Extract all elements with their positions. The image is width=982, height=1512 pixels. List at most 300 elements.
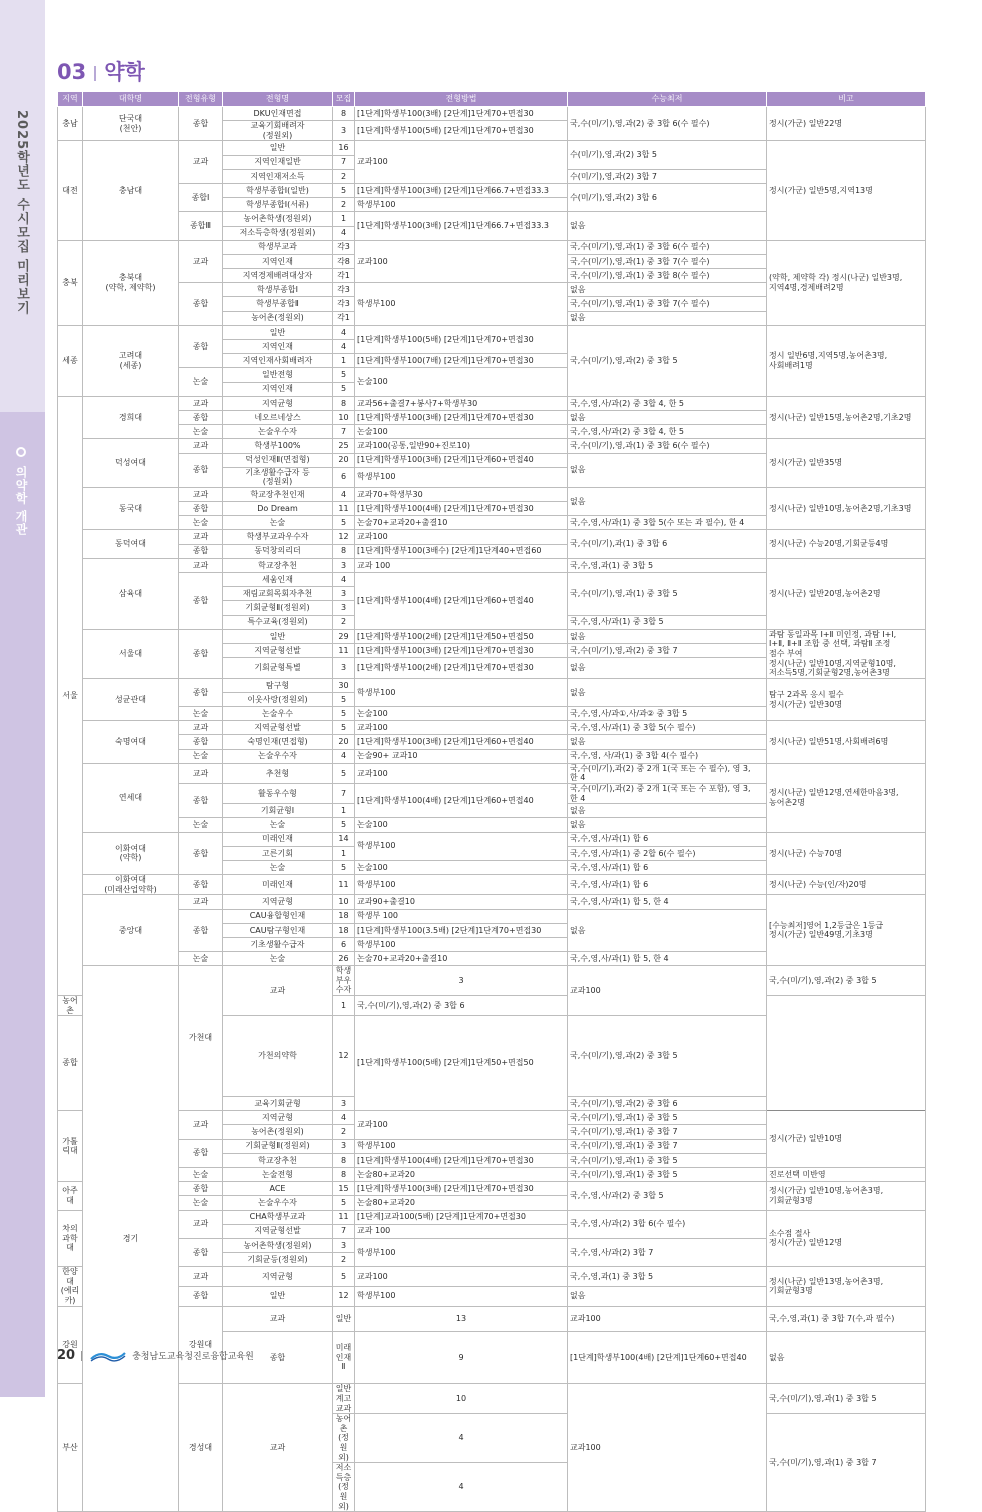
table-cell: 부산	[58, 1384, 83, 1512]
heading-divider	[94, 66, 96, 81]
table-cell: 정시(나군) 일반51명,사회배려6명	[767, 721, 926, 764]
table-cell: 국,수(미/기),영,과(2) 중 3합 6(수 필수)	[568, 107, 767, 141]
table-cell: 충남대	[83, 141, 179, 240]
table-cell: 한양대 (에리카)	[58, 1267, 83, 1306]
table-cell: 가천의약학	[223, 1016, 333, 1097]
table-cell: 국,수,영,사/과(2) 중 3합 4, 한 5	[568, 396, 767, 410]
table-cell: 논술	[179, 1196, 223, 1210]
table-cell: 교과100	[355, 1267, 568, 1287]
table-cell: 논술	[179, 952, 223, 966]
table-cell: 충북	[58, 240, 83, 325]
table-cell: 16	[333, 141, 355, 155]
table-cell: 10	[355, 1384, 568, 1414]
table-cell: 각3	[333, 240, 355, 254]
table-cell: 논술우수자	[223, 749, 333, 763]
table-cell: 없음	[568, 453, 767, 487]
table-cell: DKU인재면접	[223, 107, 333, 121]
table-cell: 학생부100%	[223, 439, 333, 453]
table-cell: 지역균형선발	[223, 721, 333, 735]
table-cell: [1단계]학생부100(5배) [2단계]1단계70+면접30	[355, 325, 568, 353]
table-row	[58, 678, 926, 692]
table-cell: [1단계]학생부100(4배) [2단계]1단계70+면접30	[355, 502, 568, 516]
table-cell: 수(미/기),영,과(2) 3합 5	[568, 141, 767, 169]
table-cell: 지역인재	[223, 340, 333, 354]
table-cell: 국,수(미/기),영,과(1) 중 3합 6(수 필수)	[568, 240, 767, 254]
table-cell: 없음	[568, 678, 767, 706]
table-cell: 국,수,영,사/과(1) 중 3합 5(수 필수)	[568, 721, 767, 735]
table-cell: 기회균형Ⅱ(정원외)	[223, 1139, 333, 1153]
table-cell: 2	[333, 1125, 355, 1139]
table-cell: 국,수(미/기),영,과(1) 중 3합 7	[568, 1125, 767, 1139]
table-cell: 국,수,영,과(1) 중 3합 7(수,과 필수)	[767, 1306, 926, 1331]
table-cell: 없음	[568, 735, 767, 749]
table-cell: 교과100	[355, 721, 568, 735]
table-cell: 국,수(미/기),영,과(1) 중 3합 7(수 필수)	[568, 254, 767, 268]
table-cell: 학교장추천	[223, 558, 333, 572]
table-cell: 국,수(미/기),영,과(2) 중 3합 7	[568, 643, 767, 657]
table-cell: 종합Ⅰ	[179, 183, 223, 211]
table-cell: 충남	[58, 107, 83, 141]
table-cell: 국,수(미/기),영,과(1) 중 3합 5	[767, 1384, 926, 1414]
table-cell: 국,수,영,사/과(2) 중 3합 5	[568, 1182, 767, 1210]
table-cell: 종합	[179, 325, 223, 368]
table-cell: 종합	[223, 1331, 333, 1384]
table-cell: 경희대	[83, 396, 179, 439]
table-cell: 일반	[223, 629, 333, 643]
table-cell: 정시(나군) 일반15명,농어촌2명,기초2명	[767, 396, 926, 439]
table-cell: 각8	[333, 254, 355, 268]
table-row	[58, 1306, 926, 1331]
table-cell: 논술	[179, 516, 223, 530]
table-cell: 3	[333, 601, 355, 615]
table-cell: 대전	[58, 141, 83, 240]
table-cell: 각3	[333, 283, 355, 297]
table-cell: 일반전형	[223, 368, 333, 382]
table-cell: 5	[333, 1267, 355, 1287]
table-cell: 지역인재저소득	[223, 169, 333, 183]
table-cell: 일반	[223, 1286, 333, 1306]
table-cell: 3	[333, 558, 355, 572]
table-cell: 국,수,영,사/과(1) 합 6	[568, 832, 767, 846]
table-cell: 3	[333, 121, 355, 141]
table-row	[58, 530, 926, 544]
table-cell: 농어촌(정원외)	[223, 311, 333, 325]
table-cell: 종합	[179, 1238, 223, 1266]
table-cell: (약학, 제약학 각) 정시(나군) 일반3명, 지역4명,경제배려2명	[767, 240, 926, 325]
table-cell: 추천형	[223, 763, 333, 783]
table-cell: 수(미/기),영,과(2) 3합 6	[568, 183, 767, 211]
table-cell: 이화여대 (약학)	[83, 832, 179, 875]
table-cell: 26	[333, 952, 355, 966]
table-cell: 8	[333, 544, 355, 558]
table-cell: 학교장추천인재	[223, 487, 333, 501]
table-cell: 학생부100	[355, 1238, 568, 1266]
table-cell: 저소득층(정원외)	[333, 1463, 355, 1512]
table-cell: 가톨릭대	[58, 1111, 83, 1182]
table-row	[58, 1167, 926, 1181]
table-cell: 2	[333, 169, 355, 183]
table-cell: 학생부우수자	[333, 966, 355, 996]
table-cell: 1	[333, 996, 355, 1016]
table-cell: 일반	[223, 325, 333, 339]
table-cell: 논술전형	[223, 1167, 333, 1181]
table-cell: 충북대 (약학, 제약학)	[83, 240, 179, 325]
table-cell: 11	[333, 1210, 355, 1224]
table-cell: 9	[355, 1331, 568, 1384]
table-cell: 2	[333, 1253, 355, 1267]
table-cell: 단국대 (천안)	[83, 107, 179, 141]
table-cell: 국,수,영,사/과(2) 3합 7	[568, 1238, 767, 1266]
table-cell: 20	[333, 735, 355, 749]
table-cell: 고른기회	[223, 846, 333, 860]
table-cell: 학생부종합Ⅱ	[223, 297, 333, 311]
table-cell: 소수점 절사 정시(가군) 일반12명	[767, 1210, 926, 1267]
table-cell: 국,수,영,사/과①,사/과② 중 3합 5	[568, 707, 767, 721]
table-cell: 논술100	[355, 368, 568, 396]
table-cell: 지역균형선발	[223, 643, 333, 657]
table-cell: 기초생활수급자	[223, 937, 333, 951]
header-track: 전형명	[223, 92, 333, 107]
table-cell: 학생부100	[355, 1286, 568, 1306]
table-cell: 6	[333, 937, 355, 951]
table-cell: 논술80+교과20	[355, 1167, 568, 1181]
table-cell: 논술	[223, 516, 333, 530]
table-cell: 세움인재	[223, 573, 333, 587]
table-cell: 지역균형	[223, 1111, 333, 1125]
table-cell: [1단계]학생부100(2배) [2단계]1단계70+면접30	[355, 658, 568, 679]
table-cell: 1	[333, 212, 355, 226]
table-cell: 종합	[179, 629, 223, 678]
table-row	[58, 396, 926, 410]
table-cell: 종합	[179, 909, 223, 952]
table-cell: 12	[333, 1286, 355, 1306]
table-cell: 11	[333, 875, 355, 895]
table-cell: [1단계]학생부100(3배) [2단계]1단계70+면접30	[355, 643, 568, 657]
table-row	[58, 558, 926, 572]
table-cell: 교과	[179, 141, 223, 184]
table-cell: 5	[333, 860, 355, 874]
table-cell: 국,수(미/기),영,과(2) 중 3합 5	[568, 1016, 767, 1097]
table-cell: 과탐 동일과목 Ⅰ+Ⅱ 미인정, 과탐 Ⅰ+Ⅰ, Ⅰ+Ⅱ, Ⅱ+Ⅱ 조합 중 선택, 과탐Ⅱ 조정 점수 부여 정시(나군) 일반10명,지역균형10명, 저소득5명,기회균형2명,농어촌3명	[767, 629, 926, 678]
table-cell: 7	[333, 1224, 355, 1238]
table-cell: 8	[333, 107, 355, 121]
table-cell: 국,수(미/기),영,과(1) 중 3합 5	[568, 573, 767, 616]
sidebar-active-section	[0, 412, 45, 1397]
table-cell: [1단계]학생부100(3.5배) [2단계]1단계70+면접30	[355, 923, 568, 937]
table-cell: 활동우수형	[223, 784, 333, 804]
table-cell: 논술	[179, 818, 223, 832]
table-cell: 없음	[568, 410, 767, 424]
table-cell: [1단계]학생부100(3배) [2단계]1단계70+면접30	[355, 107, 568, 121]
table-cell: 정시(나군) 수능20명,기회균등4명	[767, 530, 926, 558]
header-note: 비고	[767, 92, 926, 107]
table-cell: 세종	[58, 325, 83, 396]
table-cell: 7	[333, 784, 355, 804]
table-cell: 국,수(미/기),영,과(1) 중 3합 7	[568, 1139, 767, 1153]
table-row	[58, 1210, 926, 1224]
table-cell: CAU융합형인재	[223, 909, 333, 923]
table-cell: 지역경제배려대상자	[223, 269, 333, 283]
table-cell: 없음	[568, 909, 767, 952]
table-cell: 교과100	[355, 240, 568, 283]
table-cell: 서울	[58, 396, 83, 995]
table-cell: 교과	[223, 1306, 333, 1331]
table-cell: 국,수(미/기),영,과(2) 중 3합 5	[767, 966, 926, 996]
table-cell: 교과	[179, 530, 223, 544]
table-cell: 없음	[568, 212, 767, 240]
table-cell: 5	[333, 368, 355, 382]
table-cell: 국,수(미/기),과(2) 중 2개 1(국 또는 수 포함), 영 3, 한 4	[568, 784, 767, 804]
table-cell: 30	[333, 678, 355, 692]
table-cell: 교과	[223, 966, 333, 1016]
table-cell: 미래인재	[223, 832, 333, 846]
table-cell: 국,수(미/기),영,과(1) 중 3합 5	[568, 1111, 767, 1125]
header-quota: 모집	[333, 92, 355, 107]
table-cell: 논술90+ 교과10	[355, 749, 568, 763]
table-cell: 학교장추천	[223, 1153, 333, 1167]
table-cell: 종합	[179, 573, 223, 630]
section-heading	[57, 56, 145, 86]
table-cell: [1단계]학생부100(3배) [2단계]1단계70+면접30	[355, 410, 568, 424]
table-cell: 없음	[568, 311, 767, 325]
table-cell: 3	[355, 966, 568, 996]
table-cell: 삼육대	[83, 558, 179, 629]
table-cell: 5	[333, 818, 355, 832]
table-cell: 교과	[179, 1111, 223, 1139]
table-cell: 종합	[179, 410, 223, 424]
table-cell: 없음	[568, 804, 767, 818]
table-body	[58, 107, 926, 1512]
table-cell: 논술	[223, 952, 333, 966]
table-cell: 각1	[333, 311, 355, 325]
section-number: 03	[57, 60, 87, 84]
table-cell: 교과56+출결7+봉사7+학생부30	[355, 396, 568, 410]
table-cell: 지역인재	[223, 382, 333, 396]
table-cell: 미래인재Ⅱ	[333, 1331, 355, 1384]
table-cell: 교과100	[355, 141, 568, 184]
table-cell: 정시(가군) 일반10명	[767, 1111, 926, 1168]
table-cell: 없음	[568, 658, 767, 679]
table-cell: 지역균형	[223, 1267, 333, 1287]
table-cell: 교과90+출결10	[355, 895, 568, 909]
table-cell: [1단계]학생부100(3배) [2단계]1단계70+면접30	[355, 1182, 568, 1196]
table-cell: 논술우수	[223, 707, 333, 721]
table-cell: 농어촌학생(정원외)	[223, 212, 333, 226]
table-cell: [1단계]학생부100(3배수) [2단계]1단계40+면접60	[355, 544, 568, 558]
table-cell: 종합	[179, 283, 223, 326]
table-cell: 교과	[179, 721, 223, 735]
table-cell: 학생부100	[355, 875, 568, 895]
table-row	[58, 1111, 926, 1125]
table-cell: 일반계고교과	[333, 1384, 355, 1414]
admission-table	[57, 91, 926, 1512]
table-cell: 국,수,영, 사/과(1) 중 3합 4(수 필수)	[568, 749, 767, 763]
table-cell: 국,수,영,사/과(1) 합 6	[568, 860, 767, 874]
table-cell: 2	[333, 198, 355, 212]
section-title: 약학	[104, 60, 145, 84]
table-cell: 농어촌	[58, 996, 83, 1016]
table-cell: 1	[333, 846, 355, 860]
footer-divider	[81, 1351, 82, 1361]
table-cell: 6	[333, 467, 355, 487]
table-cell: [1단계]학생부100(3배) [2단계]1단계66.7+면접33.3	[355, 183, 568, 197]
table-cell: 종합	[179, 832, 223, 875]
header-csat-min: 수능최저	[568, 92, 767, 107]
header-type: 전형유형	[179, 92, 223, 107]
table-cell: 이화여대 (미래산업약학)	[83, 875, 179, 895]
table-cell: 성균관대	[83, 678, 179, 721]
table-cell: 지역균형	[223, 895, 333, 909]
table-cell: 일반	[333, 1306, 355, 1331]
table-cell: 지역인재	[223, 254, 333, 268]
table-cell: 4	[355, 1414, 568, 1463]
table-cell: 종합Ⅲ	[179, 212, 223, 240]
table-cell: 4	[333, 340, 355, 354]
table-cell: 학생부100	[355, 678, 568, 706]
table-cell: 이웃사랑(정원외)	[223, 692, 333, 706]
table-cell: 정시(가군) 일반35명	[767, 439, 926, 488]
table-cell: 국,수,영,과(1) 중 3합 5	[568, 1267, 767, 1287]
org-logo-icon	[90, 1350, 126, 1362]
table-cell: 고려대 (세종)	[83, 325, 179, 396]
table-cell: 5	[333, 721, 355, 735]
table-cell: 서울대	[83, 629, 179, 678]
table-cell: [1단계]학생부100(3배) [2단계]1단계60+면접40	[355, 453, 568, 467]
table-cell: 숙명여대	[83, 721, 179, 764]
table-cell: 수(미/기),영,과(2) 3합 7	[568, 169, 767, 183]
table-cell: 정시(나군) 일반13명,농어촌3명, 기회균형3명	[767, 1267, 926, 1306]
table-cell: 5	[333, 183, 355, 197]
table-row	[58, 107, 926, 121]
table-cell: 미래인재	[223, 875, 333, 895]
table-cell: 논술	[179, 707, 223, 721]
table-cell: 지역균형	[223, 396, 333, 410]
table-cell: 10	[333, 895, 355, 909]
table-cell: 학생부교과	[223, 240, 333, 254]
table-cell: 국,수,영,사/과(2) 3합 6(수 필수)	[568, 1210, 767, 1238]
table-cell: 10	[333, 410, 355, 424]
table-cell: 중앙대	[83, 895, 179, 966]
table-cell: 7	[333, 155, 355, 169]
table-cell: 일반	[223, 141, 333, 155]
table-cell: 기회균형Ⅰ	[223, 804, 333, 818]
table-cell: 교과	[179, 240, 223, 283]
table-row	[58, 1267, 926, 1287]
table-cell: 13	[355, 1306, 568, 1331]
table-cell: 차의과학대	[58, 1210, 83, 1267]
table-cell: 교과 100	[355, 1224, 568, 1238]
table-cell: 국,수(미/기),영,과(1) 중 3합 7(수 필수)	[568, 297, 767, 311]
table-cell: 교과	[179, 487, 223, 501]
table-cell: 학생부종합Ⅰ(일반)	[223, 183, 333, 197]
table-cell: 교과100(공통,일반90+진로10)	[355, 439, 568, 453]
table-cell: 정시(나군) 수능70명	[767, 832, 926, 875]
table-cell: 교과	[179, 396, 223, 410]
table-cell: 교과	[179, 1267, 223, 1287]
table-cell: Do Dream	[223, 502, 333, 516]
table-cell: 논술	[179, 1167, 223, 1181]
table-row	[58, 721, 926, 735]
table-cell: 논술	[223, 818, 333, 832]
table-cell: 동덕창의리더	[223, 544, 333, 558]
table-cell: 3	[333, 587, 355, 601]
table-cell: 교과 100	[355, 558, 568, 572]
table-cell: 정시(가군) 일반5명,지역13명	[767, 141, 926, 240]
table-cell: 국,수,영,사/과(1) 합 5, 한 4	[568, 895, 767, 909]
table-cell: 국,수(미/기),영,과(1) 중 3합 5	[568, 1153, 767, 1167]
table-cell: 기초생활수급자 등 (정원외)	[223, 467, 333, 487]
table-cell: 국,수(미/기),영,과(2) 중 3합 6	[568, 1097, 767, 1111]
header-university: 대학명	[83, 92, 179, 107]
table-cell: 없음	[568, 818, 767, 832]
sidebar	[0, 0, 45, 1397]
table-cell: 학생부종합Ⅰ	[223, 283, 333, 297]
table-cell: 종합	[179, 502, 223, 516]
table-cell: 25	[333, 439, 355, 453]
table-cell: 정시(나군) 수능(인/자)20명	[767, 875, 926, 895]
table-cell: 학생부100	[355, 832, 568, 860]
table-cell: 7	[333, 425, 355, 439]
table-cell: 교과70+학생부30	[355, 487, 568, 501]
table-cell: 14	[333, 832, 355, 846]
table-cell: 학생부100	[355, 1139, 568, 1153]
table-cell: [1단계]학생부100(4배) [2단계]1단계60+면접40	[355, 784, 568, 818]
table-row	[58, 1182, 926, 1196]
table-cell: 논술100	[355, 707, 568, 721]
table-cell: 학생부100	[355, 198, 568, 212]
table-cell: 2	[333, 615, 355, 629]
table-cell: 논술70+교과20+출결10	[355, 516, 568, 530]
table-cell: CAU탐구형인재	[223, 923, 333, 937]
table-cell: 탐구형	[223, 678, 333, 692]
table-cell: 종합	[179, 678, 223, 706]
table-cell: 5	[333, 382, 355, 396]
table-cell: 4	[333, 226, 355, 240]
org-name: 충청남도교육청진로융합교육원	[132, 1352, 254, 1362]
table-cell: 3	[333, 1097, 355, 1111]
table-cell: 없음	[767, 1331, 926, 1384]
table-cell: 논술100	[355, 818, 568, 832]
table-cell: 종합	[58, 1016, 83, 1111]
table-cell: 4	[333, 1111, 355, 1125]
table-cell: 정시(가군) 일반22명	[767, 107, 926, 141]
table-row	[58, 439, 926, 453]
table-cell: 정시 일반6명,지역5명,농어촌3명, 사회배려1명	[767, 325, 926, 396]
table-cell: 4	[333, 573, 355, 587]
table-cell: [1단계]학생부100(3배) [2단계]1단계60+면접40	[355, 735, 568, 749]
table-cell: 가천대	[179, 966, 223, 1111]
table-cell: 교과100	[568, 966, 767, 1016]
table-row	[58, 895, 926, 909]
table-cell: [1단계]학생부100(5배) [2단계]1단계50+면접50	[355, 1016, 568, 1111]
table-row	[58, 832, 926, 846]
table-cell: [1단계]학생부100(5배) [2단계]1단계70+면접30	[355, 121, 568, 141]
table-cell: 11	[333, 643, 355, 657]
header-region: 지역	[58, 92, 83, 107]
table-cell: 강원	[58, 1306, 83, 1384]
table-cell: 29	[333, 629, 355, 643]
table-cell: 국,수(미/기),과(1) 중 3합 6	[568, 530, 767, 558]
table-cell: 국,수(미/기),과(2) 중 2개 1(국 또는 수 필수), 영 3, 한 4	[568, 763, 767, 783]
table-cell: 18	[333, 923, 355, 937]
table-cell: 경성대	[179, 1384, 223, 1512]
table-cell: 논술70+교과20+출결10	[355, 952, 568, 966]
table-cell: 연세대	[83, 763, 179, 832]
table-cell: 동국대	[83, 487, 179, 530]
table-cell: 12	[333, 1016, 355, 1097]
table-cell: 종합	[179, 875, 223, 895]
table-cell: 경기	[83, 966, 179, 1512]
